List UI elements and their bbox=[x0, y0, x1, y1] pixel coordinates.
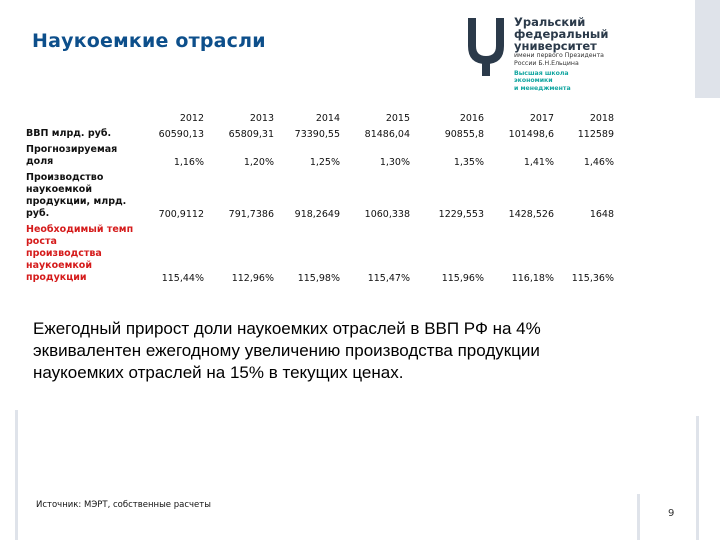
body-text: Ежегодный прирост доли наукоемких отраслей в ВВП РФ на 4% эквивалентен ежегодному увеличению производства продукции наукоемких отраслей на 15% в текущих ценах. bbox=[33, 319, 541, 382]
table-cell: 918,2649 bbox=[294, 209, 340, 220]
table-cell: 1229,553 bbox=[438, 209, 484, 220]
table-cell: 1,46% bbox=[583, 157, 614, 168]
table-cell: 791,7386 bbox=[228, 209, 274, 220]
table-cell: 115,36% bbox=[571, 273, 614, 284]
slide-title: Наукоемкие отрасли bbox=[32, 30, 266, 52]
year-header: 2016 bbox=[459, 113, 484, 124]
logo-line-3: университет bbox=[514, 39, 597, 53]
table-row bbox=[24, 140, 616, 168]
table-cell: 65809,31 bbox=[228, 129, 274, 140]
table-cell: 115,98% bbox=[297, 273, 340, 284]
right-bottom-bar bbox=[696, 416, 699, 540]
logo-line-1: Уральский bbox=[514, 15, 586, 29]
row-label: Прогнозируемая доля bbox=[26, 144, 118, 167]
table-row bbox=[24, 168, 616, 220]
table-cell: 81486,04 bbox=[364, 129, 410, 140]
logo-school-2: экономики bbox=[514, 77, 553, 85]
table-header-empty bbox=[24, 110, 138, 124]
data-table bbox=[24, 110, 616, 284]
logo-sub-2: России Б.Н.Ельцина bbox=[514, 59, 579, 67]
year-header: 2018 bbox=[589, 113, 614, 124]
year-header: 2012 bbox=[179, 113, 204, 124]
table-cell: 101498,6 bbox=[508, 129, 554, 140]
left-bottom-bar bbox=[15, 410, 18, 540]
page-number: 9 bbox=[668, 508, 675, 519]
year-header: 2015 bbox=[385, 113, 410, 124]
table-row bbox=[24, 124, 616, 140]
table-cell: 1060,338 bbox=[364, 209, 410, 220]
table-cell: 1,30% bbox=[379, 157, 410, 168]
urfu-logo bbox=[466, 16, 646, 102]
table-cell: 73390,55 bbox=[294, 129, 340, 140]
table-cell: 700,9112 bbox=[158, 209, 204, 220]
table-cell: 1,20% bbox=[243, 157, 274, 168]
table-cell: 112,96% bbox=[231, 273, 274, 284]
right-top-bar bbox=[695, 0, 720, 98]
logo-school-3: и менеджмента bbox=[514, 84, 571, 92]
table-cell: 1428,526 bbox=[508, 209, 554, 220]
table-cell: 115,47% bbox=[367, 273, 410, 284]
row-label: Необходимый темп роста производства наукоемкой продукции bbox=[26, 224, 134, 283]
logo-line-2: федеральный bbox=[514, 27, 609, 41]
table-cell: 1,16% bbox=[173, 157, 204, 168]
table-cell: 112589 bbox=[577, 129, 614, 140]
table-cell: 60590,13 bbox=[158, 129, 204, 140]
row-label: Производство наукоемкой продукции, млрд. руб. bbox=[26, 172, 127, 219]
table-cell: 1,35% bbox=[453, 157, 484, 168]
table-cell: 115,44% bbox=[161, 273, 204, 284]
table-cell: 1648 bbox=[589, 209, 614, 220]
year-header: 2017 bbox=[529, 113, 554, 124]
year-header: 2013 bbox=[249, 113, 274, 124]
row-label: ВВП млрд. руб. bbox=[26, 128, 112, 139]
table-cell: 1,25% bbox=[309, 157, 340, 168]
urfu-emblem-icon bbox=[466, 16, 506, 76]
logo-school-1: Высшая школа bbox=[514, 70, 569, 78]
table-cell: 115,96% bbox=[441, 273, 484, 284]
year-header: 2014 bbox=[315, 113, 340, 124]
table-cell: 116,18% bbox=[511, 273, 554, 284]
table-cell: 1,41% bbox=[523, 157, 554, 168]
table-row bbox=[24, 220, 616, 284]
divider-bar bbox=[637, 494, 640, 540]
table-cell: 90855,8 bbox=[444, 129, 484, 140]
source-note: Источник: МЭРТ, собственные расчеты bbox=[36, 500, 211, 510]
table-header-row bbox=[24, 110, 616, 124]
logo-sub-1: имени первого Президента bbox=[514, 52, 604, 59]
